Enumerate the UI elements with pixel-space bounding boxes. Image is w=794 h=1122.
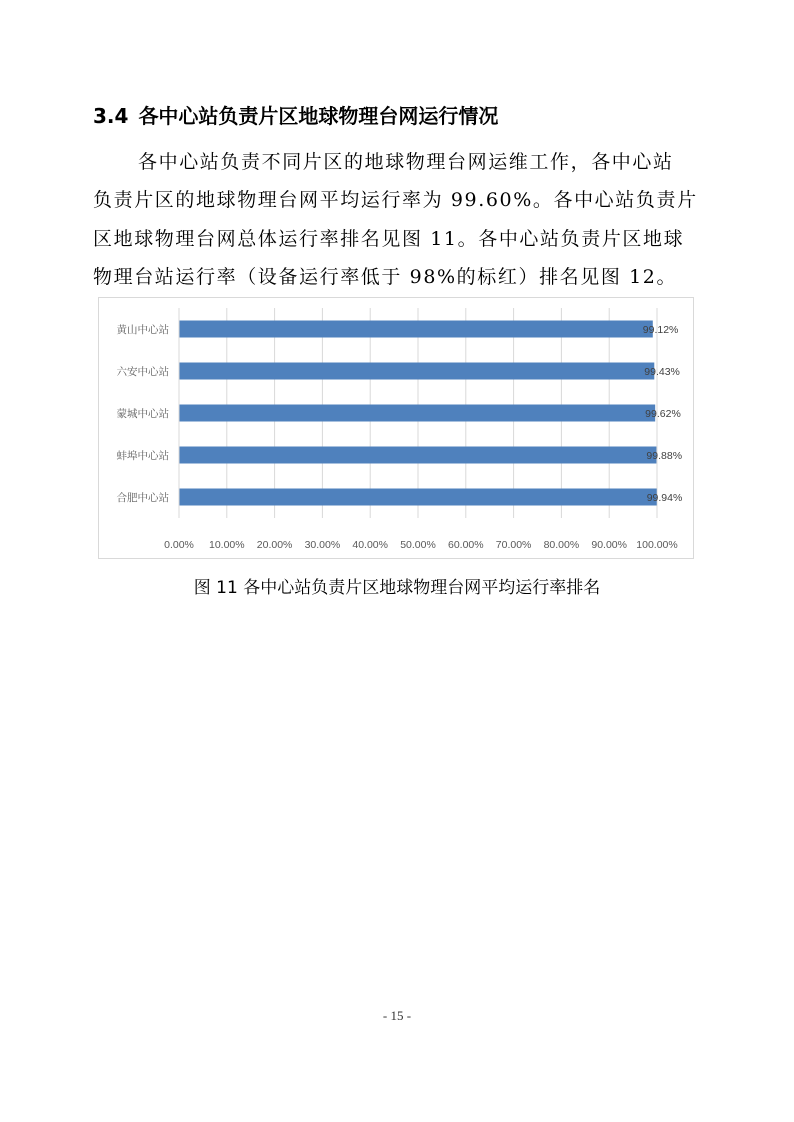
figure-caption: 图 11 各中心站负责片区地球物理台网平均运行率排名 [193,578,601,598]
bar [179,489,657,506]
data-label: 99.62% [645,408,681,420]
category-label: 蚌埠中心站 [116,450,169,462]
category-label: 六安中心站 [116,366,169,378]
paragraph-line: 各中心站负责不同片区的地球物理台网运维工作，各中心站 [138,151,674,173]
x-tick-label: 0.00% [164,539,194,551]
paragraph-line: 区地球物理台网总体运行率排名见图 11。各中心站负责片区地球 [93,228,685,250]
data-label: 99.88% [646,450,683,462]
x-tick-label: 70.00% [495,539,532,551]
section-number: 3.4 [93,104,129,128]
x-tick-label: 30.00% [304,539,341,551]
bar [179,363,654,380]
x-tick-label: 100.00% [636,539,678,551]
page-number: - 15 - [382,1008,412,1023]
category-label: 合肥中心站 [116,492,169,504]
x-tick-label: 20.00% [256,539,293,551]
section-title: 各中心站负责片区地球物理台网运行情况 [138,104,499,128]
data-label: 99.43% [644,366,680,378]
category-label: 蒙城中心站 [116,408,169,420]
x-tick-label: 80.00% [543,539,580,551]
bar [179,405,655,422]
data-label: 99.12% [642,324,679,336]
x-tick-label: 50.00% [400,539,436,551]
paragraph-line: 物理台站运行率（设备运行率低于 98%的标红）排名见图 12。 [93,266,678,288]
bar [179,321,653,338]
x-tick-label: 40.00% [352,539,389,551]
category-label: 黄山中心站 [116,324,169,336]
bar-chart-plot [99,298,693,558]
paragraph-line: 负责片区的地球物理台网平均运行率为 99.60%。各中心站负责片 [93,189,698,211]
bar-chart [98,297,694,559]
x-tick-label: 90.00% [591,539,628,551]
x-tick-label: 60.00% [447,539,484,551]
data-label: 99.94% [646,492,683,504]
x-tick-label: 10.00% [208,539,245,551]
section-heading [93,100,498,129]
bar [179,447,656,464]
